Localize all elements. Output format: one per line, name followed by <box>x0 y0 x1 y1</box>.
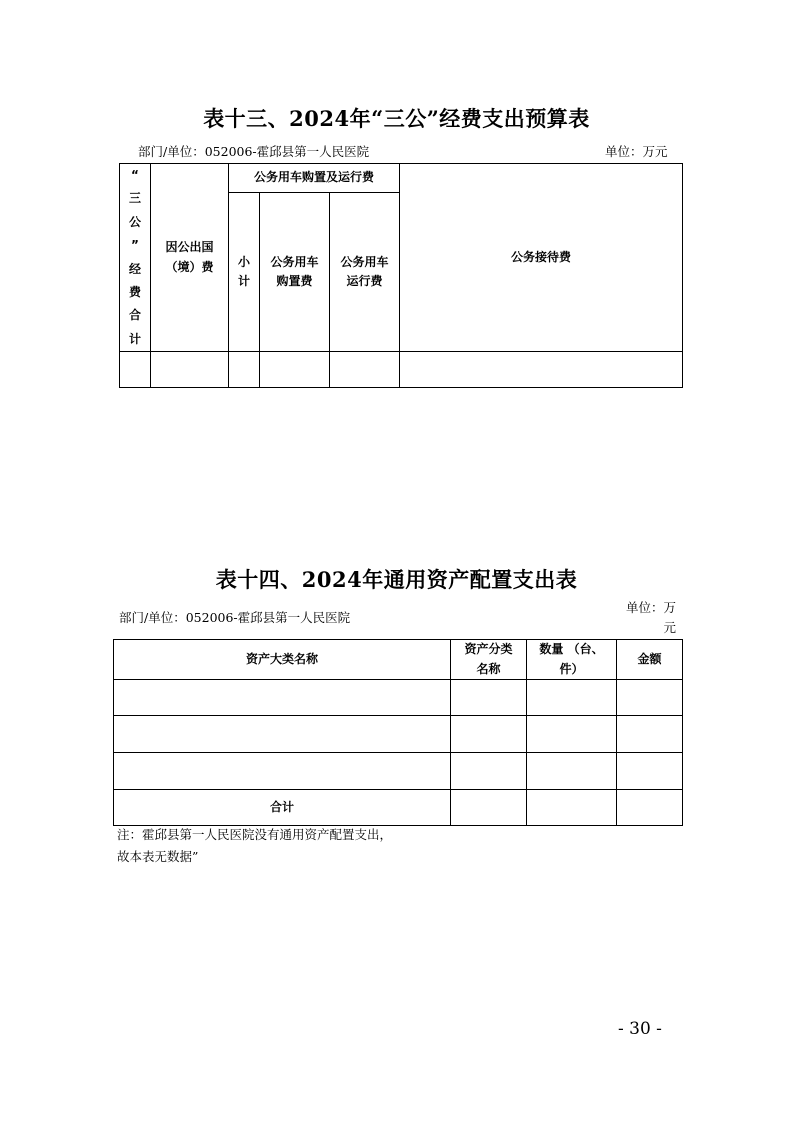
table-cell <box>400 352 683 388</box>
table-cell <box>451 716 527 753</box>
header-quantity <box>527 640 617 680</box>
table13 <box>119 163 683 388</box>
table14-note <box>117 824 392 868</box>
header-abroad-line2: （境）费 <box>165 259 214 274</box>
header-asset-class-line2: 名称 <box>476 661 501 676</box>
table-cell <box>114 680 451 716</box>
header-vehicle-purchase-line2: 购置费 <box>276 274 313 289</box>
table-cell <box>527 680 617 716</box>
header-asset-category: 资产大类名称 <box>114 640 451 680</box>
page-number: - 30 - <box>618 1019 662 1039</box>
table-cell <box>527 716 617 753</box>
header-sangong-total <box>120 164 151 352</box>
table-cell <box>120 352 151 388</box>
table13-title: 表十三、2024年“三公”经费支出预算表 <box>203 106 590 131</box>
table13-dept: 部门/单位：052006-霍邱县第一人民医院 <box>138 144 370 159</box>
table-cell <box>617 790 683 826</box>
header-sangong-total-text: “ 三 公 ” 经 费 合 计 <box>128 168 141 346</box>
header-asset-class-line1: 资产分类 <box>464 642 513 657</box>
table-row <box>114 680 683 716</box>
table-cell <box>260 352 330 388</box>
table-cell <box>451 790 527 826</box>
header-reception: 公务接待费 <box>400 164 683 352</box>
table-row <box>114 716 683 753</box>
table14 <box>113 639 683 826</box>
table-cell <box>451 680 527 716</box>
table-cell <box>617 753 683 790</box>
table-cell <box>114 753 451 790</box>
header-vehicle-operation-line2: 运行费 <box>346 274 383 289</box>
table-total-row <box>114 790 683 826</box>
table-row <box>120 352 683 388</box>
table-cell <box>229 352 260 388</box>
table-cell <box>617 716 683 753</box>
table-cell <box>114 716 451 753</box>
header-asset-class <box>451 640 527 680</box>
table13-unit: 单位：万元 <box>605 144 668 159</box>
total-label: 合计 <box>114 790 451 826</box>
table-cell <box>527 790 617 826</box>
header-vehicle-purchase <box>260 193 330 352</box>
table14-title: 表十四、2024年通用资产配置支出表 <box>215 567 578 592</box>
header-vehicle-operation <box>330 193 400 352</box>
header-vehicle-purchase-line1: 公务用车 <box>270 254 319 269</box>
table-cell <box>617 680 683 716</box>
header-subtotal <box>229 193 260 352</box>
table14-unit <box>621 598 676 638</box>
table14-note-line2: 故本表无数据” <box>117 848 199 864</box>
header-quantity-line2: 件） <box>559 661 584 676</box>
header-abroad <box>151 164 229 352</box>
header-quantity-line1: 数量 （台、 <box>539 642 604 657</box>
header-vehicle-group: 公务用车购置及运行费 <box>229 164 400 193</box>
table-cell <box>451 753 527 790</box>
header-abroad-line1: 因公出国 <box>165 240 214 255</box>
table14-unit-line2: 元 <box>663 620 676 635</box>
header-subtotal-line2: 计 <box>237 274 250 289</box>
table14-note-line1: 注：霍邱县第一人民医院没有通用资产配置支出， <box>117 827 393 842</box>
table-cell <box>527 753 617 790</box>
header-amount: 金额 <box>617 640 683 680</box>
header-subtotal-line1: 小 <box>237 254 250 269</box>
header-vehicle-operation-line1: 公务用车 <box>340 254 389 269</box>
table-cell <box>151 352 229 388</box>
table-row <box>114 753 683 790</box>
table14-dept: 部门/单位：052006-霍邱县第一人民医院 <box>119 610 351 625</box>
table-cell <box>330 352 400 388</box>
table14-unit-line1: 单位：万 <box>625 600 676 615</box>
